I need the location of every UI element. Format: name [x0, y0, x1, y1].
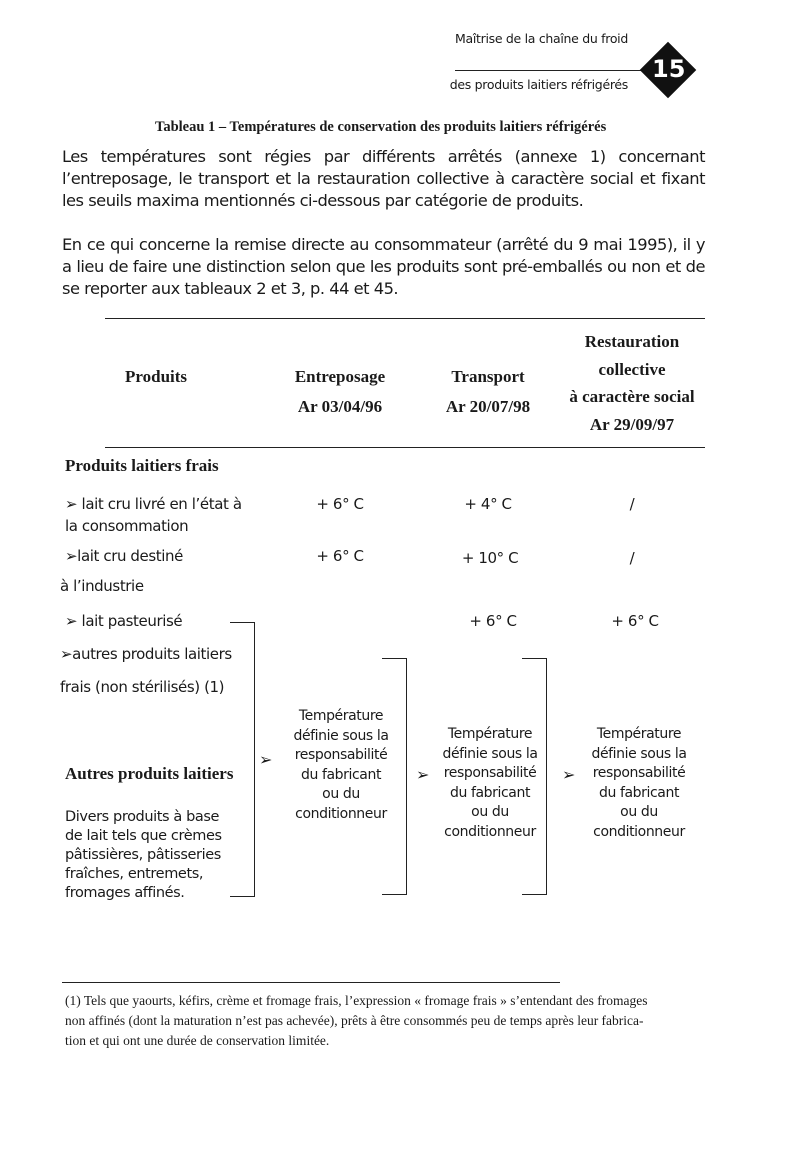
header-transport: Transport [451, 367, 525, 386]
row-label: ➢autres produits laitiers [60, 645, 232, 663]
cell-transport: + 6° C [469, 612, 517, 630]
cell-restauration: / [629, 549, 635, 567]
header-restauration: Restauration [584, 332, 680, 351]
section-produits-laitiers-frais: Produits laitiers frais [65, 456, 219, 475]
cell-entreposage: + 6° C [316, 495, 364, 513]
responsibility-restauration: Température définie sous la responsabilité du fabricant ou du conditionneur [591, 726, 687, 840]
row-label-cont: frais (non stérilisés) (1) [60, 678, 225, 696]
footnote: (1) Tels que yaourts, kéfirs, crème et fromage frais, l’expression « fromage frais » s’entendant des fromages non affinés (dont la maturation n’est pas achevée), prêts à être consommés peu de temps après leur fabrica- tion et qui ont une durée de conservation limitée. [65, 993, 648, 1048]
running-header-line1: Maîtrise de la chaîne du froid [455, 31, 628, 46]
row-label: ➢lait cru destiné [65, 547, 183, 565]
table-top-rule [105, 318, 705, 319]
header-entreposage: Entreposage [294, 367, 386, 386]
row-label-cont: la consommation [65, 517, 189, 535]
section-autres-produits-laitiers: Autres produits laitiers [65, 764, 234, 783]
cell-restauration: + 6° C [611, 612, 659, 630]
cell-restauration: / [629, 495, 635, 513]
header-produits: Produits [125, 367, 188, 386]
intro-paragraph-2: En ce qui concerne la remise directe au consommateur (arrêté du 9 mai 1995), il y a lieu de faire une distinction selon que les produits sont pré-emballés ou non et de se reporter aux tableaux 2 et 3, p. 44 et 45. [62, 235, 705, 298]
footnote-rule [62, 982, 560, 983]
row-label: ➢ lait cru livré en l’état à [65, 495, 242, 513]
cell-entreposage: + 6° C [316, 547, 364, 565]
arrow-icon: ➢ [562, 765, 576, 784]
arrow-icon: ➢ [416, 765, 430, 784]
arrow-icon: ➢ [259, 750, 273, 769]
arrow-icon: ➢ [65, 612, 78, 630]
arrow-icon: ➢ [65, 495, 78, 513]
cell-transport: + 10° C [461, 549, 519, 567]
chapter-number: 15 [652, 55, 686, 83]
table-header-rule [105, 447, 705, 448]
cell-transport: + 4° C [464, 495, 512, 513]
responsibility-entreposage: Température définie sous la responsabilité du fabricant ou du conditionneur [293, 708, 389, 822]
header-restauration: collective [598, 360, 666, 379]
table-title: Tableau 1 – Températures de conservation des produits laitiers réfrigérés [155, 119, 607, 135]
header-entreposage-ref: Ar 03/04/96 [297, 397, 383, 416]
arrow-icon: ➢ [60, 645, 73, 663]
header-restauration: à caractère social [569, 387, 695, 406]
arrow-icon: ➢ [65, 547, 78, 565]
running-header-line2: des produits laitiers réfrigérés [449, 77, 628, 92]
header-rule [455, 70, 645, 71]
intro-paragraph-1: Les températures sont régies par différents arrêtés (annexe 1) concernant l’entreposage, le transport et la restauration collective à caractère social et fixant les seuils maxima mentionnés ci-dessous par catégorie de produits. [62, 147, 705, 210]
responsibility-transport: Température définie sous la responsabilité du fabricant ou du conditionneur [442, 726, 538, 840]
section2-desc: Divers produits à base de lait tels que crèmes pâtissières, pâtisseries fraîches, entremets, fromages affinés. [65, 809, 222, 901]
header-restauration-ref: Ar 29/09/97 [589, 415, 675, 434]
header-transport-ref: Ar 20/07/98 [445, 397, 531, 416]
bracket [232, 622, 255, 897]
row-label: ➢ lait pasteurisé [65, 612, 183, 630]
row-label-cont: à l’industrie [60, 577, 144, 595]
